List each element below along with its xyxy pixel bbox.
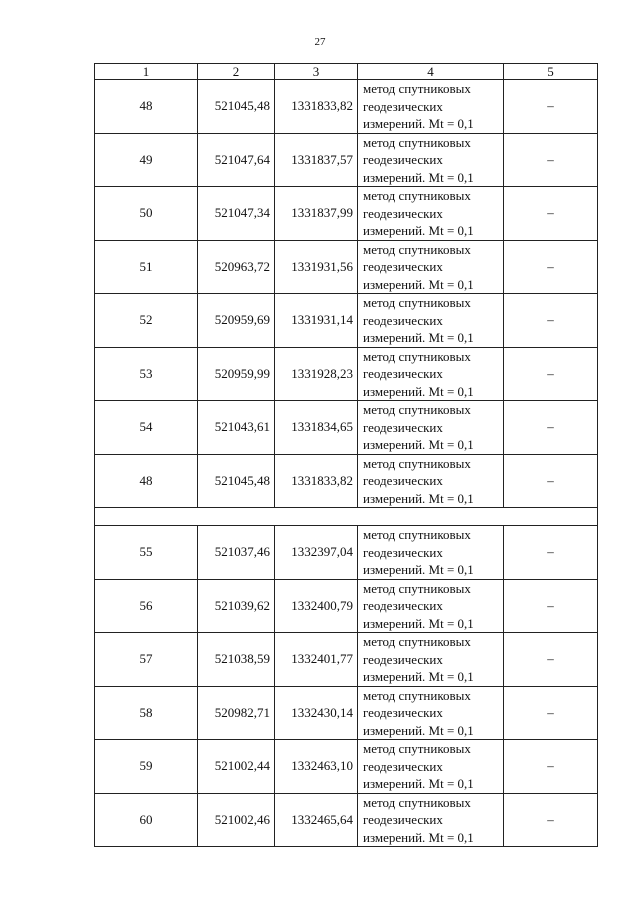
method-line: измерений. Mt = 0,1 <box>363 669 474 684</box>
table-row <box>95 401 598 455</box>
method-line: метод спутниковых <box>363 634 471 649</box>
method-line: измерений. Mt = 0,1 <box>363 722 474 738</box>
y-coordinate-cell: 1331928,23 <box>275 347 358 401</box>
header-cell: 5 <box>504 64 598 80</box>
header-cell: 1 <box>95 64 198 80</box>
method-line: геодезических <box>363 259 443 274</box>
y-coordinate-cell: 1332401,77 <box>275 633 358 687</box>
method-line: измерений. Mt = 0,1 <box>363 330 474 345</box>
method-line: измерений. Mt = 0,1 <box>363 383 474 399</box>
note-cell: – <box>504 633 598 687</box>
table-row <box>95 526 598 580</box>
y-coordinate-cell: 1332400,79 <box>275 579 358 633</box>
method-line: метод спутниковых <box>363 295 471 310</box>
y-coordinate-cell: 1331837,57 <box>275 133 358 187</box>
y-coordinate-cell: 1331931,56 <box>275 240 358 294</box>
method-line: метод спутниковых <box>363 741 471 756</box>
table-row <box>95 240 598 294</box>
table-row <box>95 793 598 847</box>
y-coordinate-cell: 1331834,65 <box>275 401 358 455</box>
point-number-cell: 58 <box>95 686 198 740</box>
y-coordinate-cell: 1332397,04 <box>275 526 358 580</box>
separator-cell <box>95 508 598 526</box>
x-coordinate-cell: 521047,64 <box>198 133 275 187</box>
point-number-cell: 60 <box>95 793 198 847</box>
method-line: метод спутниковых <box>363 188 471 203</box>
y-coordinate-cell: 1331833,82 <box>275 454 358 508</box>
method-line: метод спутниковых <box>363 241 471 257</box>
table-row <box>95 579 598 633</box>
note-cell: – <box>504 686 598 740</box>
x-coordinate-cell: 521039,62 <box>198 579 275 633</box>
y-coordinate-cell: 1331833,82 <box>275 80 358 134</box>
x-coordinate-cell: 521002,44 <box>198 740 275 794</box>
method-line: геодезических <box>363 651 443 667</box>
point-number-cell: 53 <box>95 347 198 401</box>
table-row <box>95 347 598 401</box>
method-line: измерений. Mt = 0,1 <box>363 223 474 238</box>
method-line: геодезических <box>363 758 443 774</box>
header-cell: 2 <box>198 64 275 80</box>
method-cell <box>358 401 504 455</box>
method-cell <box>358 80 504 134</box>
method-line: метод спутниковых <box>363 455 471 471</box>
method-line: геодезических <box>363 419 443 435</box>
x-coordinate-cell: 521037,46 <box>198 526 275 580</box>
table-row <box>95 133 598 187</box>
method-line: метод спутниковых <box>363 81 471 96</box>
x-coordinate-cell: 521045,48 <box>198 454 275 508</box>
method-cell <box>358 240 504 294</box>
method-line: измерений. Mt = 0,1 <box>363 276 474 292</box>
method-line: метод спутниковых <box>363 580 471 596</box>
note-cell: – <box>504 133 598 187</box>
table-row <box>95 294 598 348</box>
method-line: геодезических <box>363 205 443 221</box>
note-cell: – <box>504 240 598 294</box>
method-line: геодезических <box>363 366 443 381</box>
point-number-cell: 50 <box>95 187 198 241</box>
method-line: геодезических <box>363 544 443 560</box>
method-cell <box>358 133 504 187</box>
method-line: метод спутниковых <box>363 402 471 417</box>
method-line: геодезических <box>363 312 443 328</box>
point-number-cell: 57 <box>95 633 198 687</box>
method-line: измерений. Mt = 0,1 <box>363 562 474 577</box>
header-cell: 4 <box>358 64 504 80</box>
method-line: измерений. Mt = 0,1 <box>363 490 474 506</box>
method-cell <box>358 579 504 633</box>
note-cell: – <box>504 401 598 455</box>
method-cell <box>358 187 504 241</box>
method-line: измерений. Mt = 0,1 <box>363 169 474 185</box>
method-cell <box>358 686 504 740</box>
x-coordinate-cell: 520959,69 <box>198 294 275 348</box>
method-line: геодезических <box>363 812 443 827</box>
coordinates-table <box>94 63 598 847</box>
note-cell: – <box>504 526 598 580</box>
method-cell <box>358 633 504 687</box>
method-cell <box>358 793 504 847</box>
point-number-cell: 54 <box>95 401 198 455</box>
point-number-cell: 55 <box>95 526 198 580</box>
y-coordinate-cell: 1332465,64 <box>275 793 358 847</box>
method-cell <box>358 526 504 580</box>
method-line: измерений. Mt = 0,1 <box>363 116 474 131</box>
method-line: геодезических <box>363 598 443 613</box>
y-coordinate-cell: 1332463,10 <box>275 740 358 794</box>
method-line: измерений. Mt = 0,1 <box>363 437 474 452</box>
method-cell <box>358 740 504 794</box>
point-number-cell: 51 <box>95 240 198 294</box>
x-coordinate-cell: 521038,59 <box>198 633 275 687</box>
table-row <box>95 633 598 687</box>
point-number-cell: 56 <box>95 579 198 633</box>
x-coordinate-cell: 521002,46 <box>198 793 275 847</box>
y-coordinate-cell: 1331837,99 <box>275 187 358 241</box>
point-number-cell: 49 <box>95 133 198 187</box>
note-cell: – <box>504 187 598 241</box>
method-line: геодезических <box>363 473 443 488</box>
method-line: метод спутниковых <box>363 348 471 364</box>
note-cell: – <box>504 347 598 401</box>
y-coordinate-cell: 1332430,14 <box>275 686 358 740</box>
table-header-row <box>95 64 598 80</box>
method-cell <box>358 454 504 508</box>
note-cell: – <box>504 294 598 348</box>
table-row <box>95 686 598 740</box>
point-number-cell: 52 <box>95 294 198 348</box>
method-line: геодезических <box>363 705 443 720</box>
method-line: измерений. Mt = 0,1 <box>363 829 474 845</box>
x-coordinate-cell: 521047,34 <box>198 187 275 241</box>
page-number: 27 <box>314 36 326 48</box>
point-number-cell: 48 <box>95 454 198 508</box>
table-row <box>95 80 598 134</box>
table-row <box>95 187 598 241</box>
note-cell: – <box>504 793 598 847</box>
header-cell: 3 <box>275 64 358 80</box>
method-line: метод спутниковых <box>363 134 471 150</box>
method-line: измерений. Mt = 0,1 <box>363 615 474 631</box>
method-line: метод спутниковых <box>363 527 471 542</box>
y-coordinate-cell: 1331931,14 <box>275 294 358 348</box>
method-line: измерений. Mt = 0,1 <box>363 776 474 791</box>
table-row <box>95 454 598 508</box>
x-coordinate-cell: 520963,72 <box>198 240 275 294</box>
method-cell <box>358 294 504 348</box>
x-coordinate-cell: 520982,71 <box>198 686 275 740</box>
method-line: геодезических <box>363 152 443 167</box>
note-cell: – <box>504 740 598 794</box>
x-coordinate-cell: 521045,48 <box>198 80 275 134</box>
point-number-cell: 48 <box>95 80 198 134</box>
note-cell: – <box>504 80 598 134</box>
method-cell <box>358 347 504 401</box>
point-number-cell: 59 <box>95 740 198 794</box>
table-row <box>95 740 598 794</box>
note-cell: – <box>504 579 598 633</box>
x-coordinate-cell: 520959,99 <box>198 347 275 401</box>
method-line: метод спутниковых <box>363 687 471 703</box>
note-cell: – <box>504 454 598 508</box>
x-coordinate-cell: 521043,61 <box>198 401 275 455</box>
method-line: геодезических <box>363 98 443 114</box>
separator-row <box>95 508 598 526</box>
method-line: метод спутниковых <box>363 794 471 810</box>
